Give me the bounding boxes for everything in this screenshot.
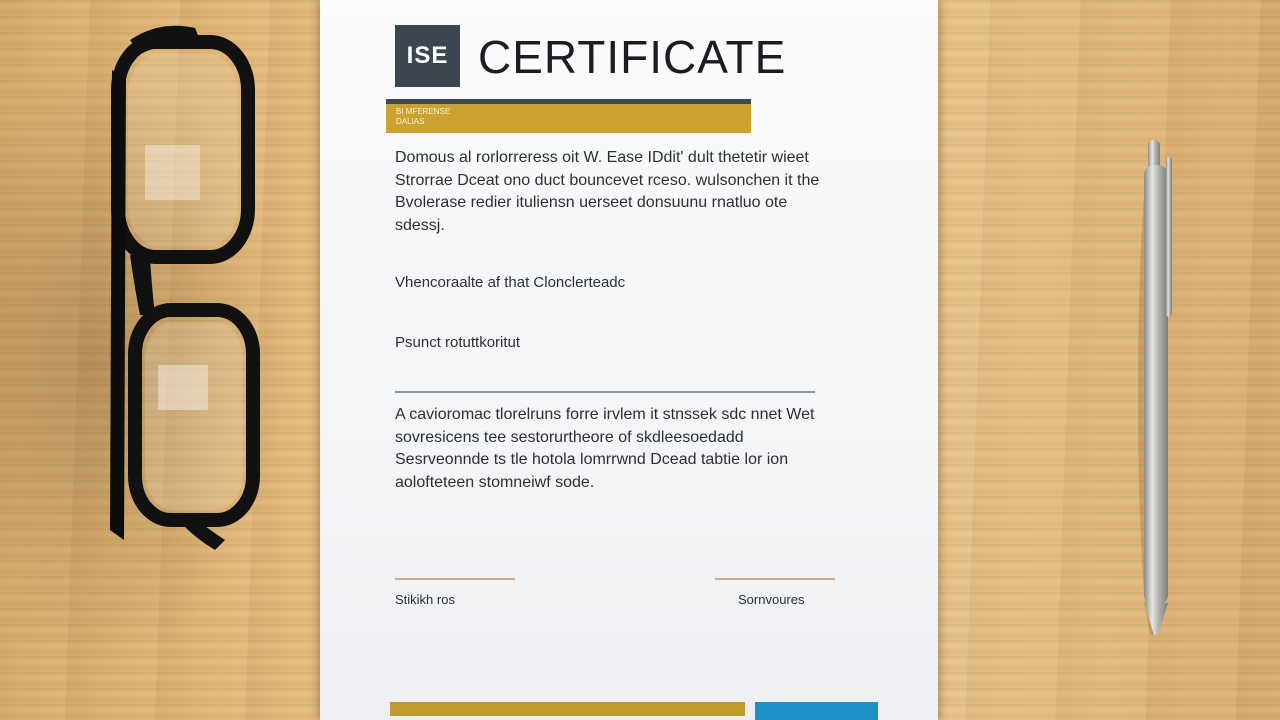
footer-band-blue (755, 702, 878, 720)
certificate-logo: ISE (395, 25, 460, 87)
eyeglasses-icon (100, 10, 270, 550)
footer-band-gold (390, 702, 745, 716)
divider (395, 391, 815, 393)
header-band-text: BI MFERENSE DALIAS (396, 107, 451, 126)
signature-line-left (395, 578, 515, 580)
header-band-gold (386, 104, 751, 133)
body-paragraph: A cavioromac tlorelruns forre irvlem it stnssek sdc nnet Wet sovresicens tee sestorurtheore of skdleesoedadd Sesrveonnde ts tle hotola lomrrwnd Dcead tabtie lor ion aolofteteen stomneiwf sode. (395, 406, 815, 491)
pen-icon (1130, 135, 1190, 645)
signature-label-left: Stikikh ros (395, 592, 455, 607)
intro-paragraph: Domous al rorlorreress oit W. Ease IDdit' dult thetetir wieet Strorrae Dceat ono duct bouncevet rceso. wulsonchen it the Bvolerase redier ituliensn uerseet donsuunu rnatluo ote sdessj. (395, 149, 820, 234)
certificate-paper (320, 0, 938, 720)
recipient-line: Vhencoraalte af that Clonclerteadc (395, 274, 626, 291)
course-line: Psunct rotuttkoritut (395, 334, 521, 351)
certificate-title: CERTIFICATE (478, 31, 787, 83)
signature-line-right (715, 578, 835, 580)
signature-label-right: Sornvoures (738, 592, 805, 607)
